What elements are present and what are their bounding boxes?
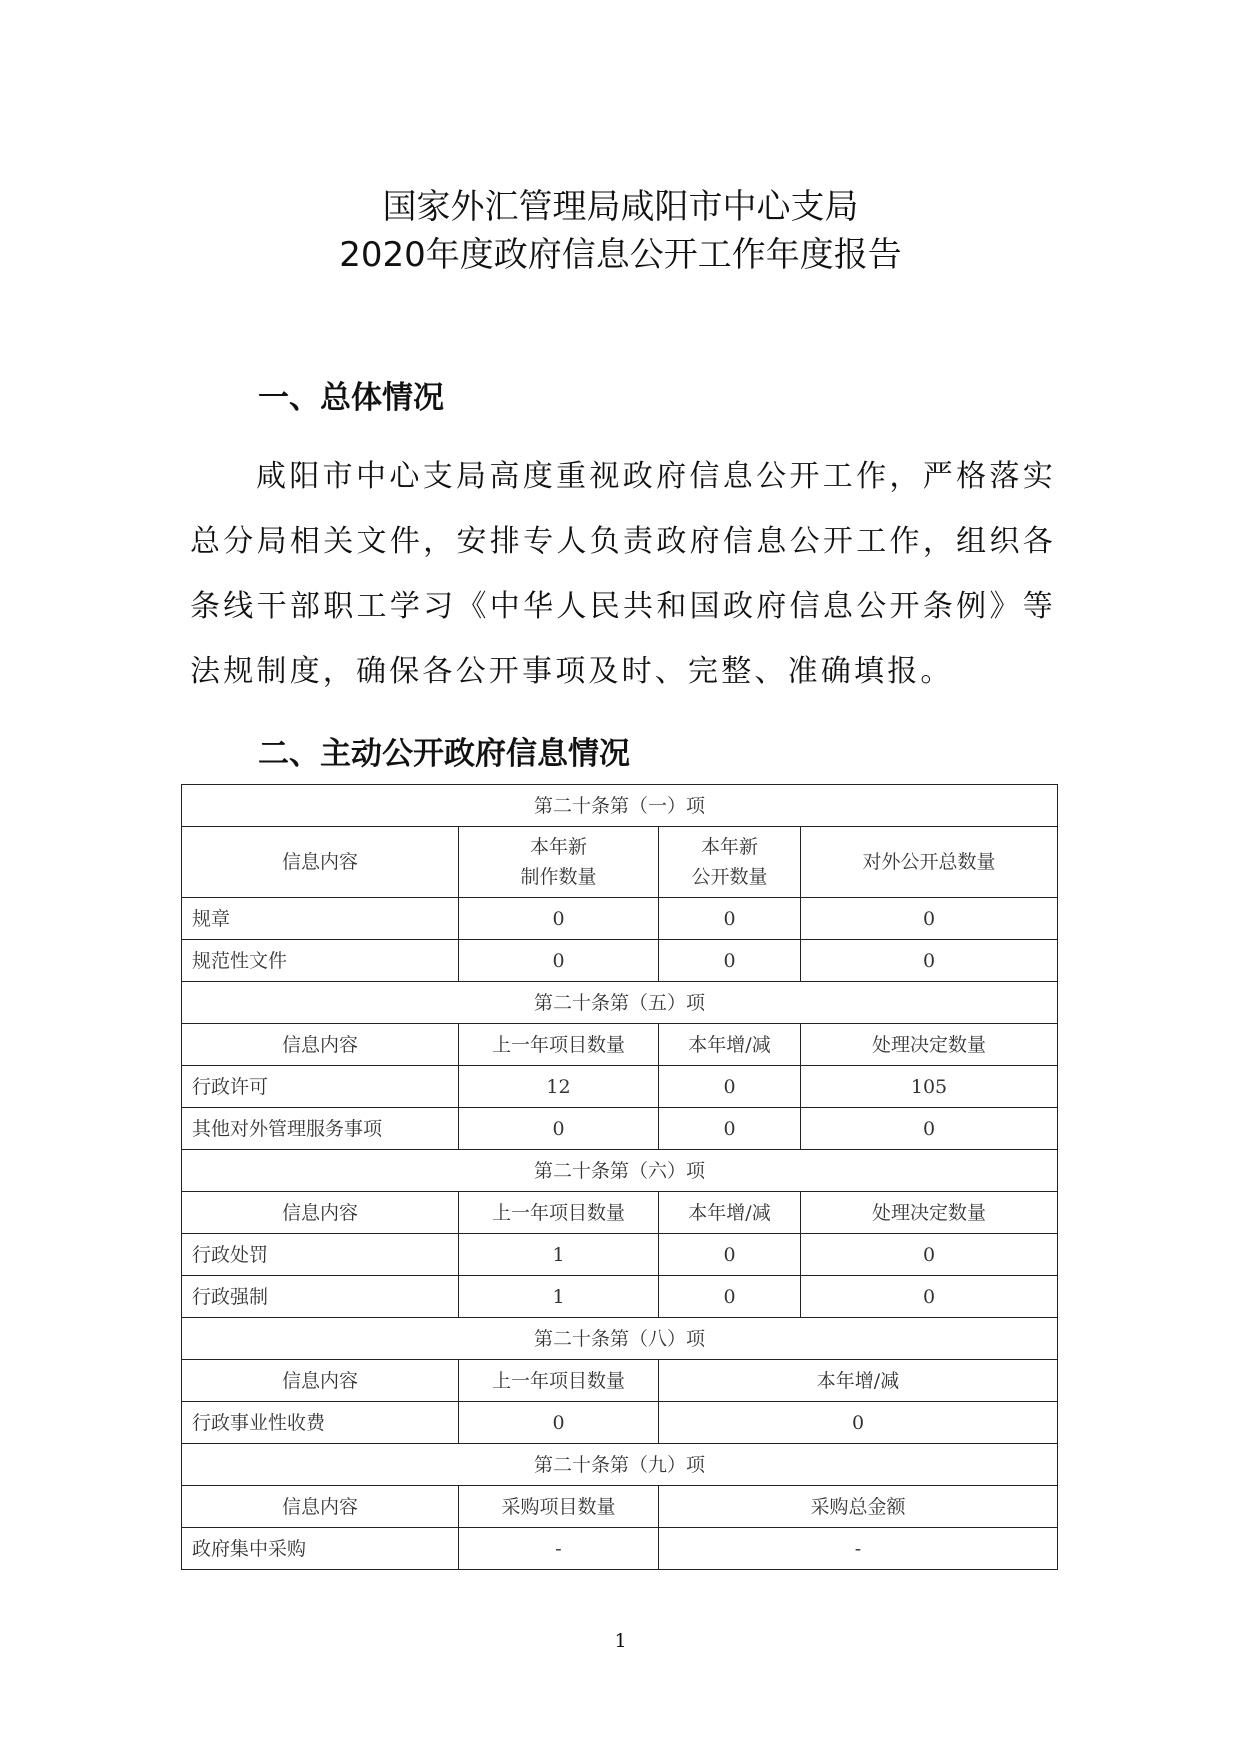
section-title: 第二十条第（一）项 bbox=[182, 785, 1058, 827]
header-cell: 处理决定数量 bbox=[801, 1024, 1058, 1066]
table-row bbox=[182, 1234, 1058, 1276]
row-label: 行政许可 bbox=[182, 1066, 459, 1108]
header-line: 制作数量 bbox=[520, 866, 597, 888]
cell: 105 bbox=[801, 1066, 1058, 1108]
row-label: 行政强制 bbox=[182, 1276, 459, 1318]
section-title: 第二十条第（五）项 bbox=[182, 982, 1058, 1024]
header-row bbox=[182, 1360, 1058, 1402]
doc-title-line1: 国家外汇管理局咸阳市中心支局 bbox=[382, 187, 859, 227]
table-row bbox=[182, 1066, 1058, 1108]
section-row bbox=[182, 1318, 1058, 1360]
cell: - bbox=[659, 1528, 1058, 1570]
cell: 0 bbox=[659, 1234, 801, 1276]
header-row bbox=[182, 827, 1058, 898]
cell: 12 bbox=[459, 1066, 659, 1108]
section1-paragraph bbox=[190, 444, 1056, 704]
header-cell: 本年增/减 bbox=[659, 1360, 1058, 1402]
header-cell: 信息内容 bbox=[182, 1192, 459, 1234]
cell: 0 bbox=[659, 1108, 801, 1150]
section-row bbox=[182, 785, 1058, 827]
header-cell: 上一年项目数量 bbox=[459, 1360, 659, 1402]
header-row bbox=[182, 1024, 1058, 1066]
row-label: 规章 bbox=[182, 898, 459, 940]
table-row bbox=[182, 1402, 1058, 1444]
cell: 0 bbox=[659, 1402, 1058, 1444]
row-label: 规范性文件 bbox=[182, 940, 459, 982]
cell: - bbox=[459, 1528, 659, 1570]
header-cell: 对外公开总数量 bbox=[801, 827, 1058, 898]
section2-heading: 二、主动公开政府信息情况 bbox=[258, 736, 630, 772]
table-row bbox=[182, 1108, 1058, 1150]
row-label: 政府集中采购 bbox=[182, 1528, 459, 1570]
header-cell: 信息内容 bbox=[182, 1024, 459, 1066]
header-line: 公开数量 bbox=[691, 866, 768, 888]
table-row bbox=[182, 940, 1058, 982]
header-cell: 本年增/减 bbox=[659, 1024, 801, 1066]
header-cell: 本年增/减 bbox=[659, 1192, 801, 1234]
cell: 0 bbox=[801, 898, 1058, 940]
header-cell: 信息内容 bbox=[182, 827, 459, 898]
section-row bbox=[182, 1150, 1058, 1192]
section-row bbox=[182, 1444, 1058, 1486]
cell: 0 bbox=[459, 1108, 659, 1150]
header-cell bbox=[659, 827, 801, 898]
cell: 0 bbox=[659, 940, 801, 982]
header-cell: 上一年项目数量 bbox=[459, 1192, 659, 1234]
header-cell: 处理决定数量 bbox=[801, 1192, 1058, 1234]
header-line: 本年新 bbox=[529, 836, 587, 858]
cell: 0 bbox=[459, 940, 659, 982]
row-label: 行政事业性收费 bbox=[182, 1402, 459, 1444]
table-row bbox=[182, 1528, 1058, 1570]
section-title: 第二十条第（九）项 bbox=[182, 1444, 1058, 1486]
section-row bbox=[182, 982, 1058, 1024]
cell: 0 bbox=[801, 940, 1058, 982]
doc-title-line2: 2020年度政府信息公开工作年度报告 bbox=[339, 235, 902, 275]
row-label: 其他对外管理服务事项 bbox=[182, 1108, 459, 1150]
section1-heading: 一、总体情况 bbox=[258, 380, 444, 416]
page-number: 1 bbox=[614, 1630, 627, 1652]
cell: 0 bbox=[659, 898, 801, 940]
header-cell: 采购总金额 bbox=[659, 1486, 1058, 1528]
cell: 0 bbox=[459, 1402, 659, 1444]
section-title: 第二十条第（六）项 bbox=[182, 1150, 1058, 1192]
cell: 0 bbox=[659, 1276, 801, 1318]
header-cell: 信息内容 bbox=[182, 1486, 459, 1528]
header-line: 本年新 bbox=[700, 836, 758, 858]
paragraph-text: 咸阳市中心支局高度重视政府信息公开工作，严格落实总分局相关文件，安排专人负责政府信息公开工作，组织各条线干部职工学习《中华人民共和国政府信息公开条例》等法规制度，确保各公开事项及时、完整、准确填报。 bbox=[190, 459, 1056, 689]
cell: 0 bbox=[659, 1066, 801, 1108]
header-row bbox=[182, 1486, 1058, 1528]
cell: 0 bbox=[801, 1234, 1058, 1276]
cell: 1 bbox=[459, 1276, 659, 1318]
header-cell bbox=[459, 827, 659, 898]
table-row bbox=[182, 1276, 1058, 1318]
table-row bbox=[182, 898, 1058, 940]
row-label: 行政处罚 bbox=[182, 1234, 459, 1276]
header-cell: 上一年项目数量 bbox=[459, 1024, 659, 1066]
section-title: 第二十条第（八）项 bbox=[182, 1318, 1058, 1360]
header-row bbox=[182, 1192, 1058, 1234]
header-cell: 信息内容 bbox=[182, 1360, 459, 1402]
cell: 0 bbox=[459, 898, 659, 940]
disclosure-table bbox=[181, 784, 1058, 1570]
cell: 1 bbox=[459, 1234, 659, 1276]
cell: 0 bbox=[801, 1276, 1058, 1318]
header-cell: 采购项目数量 bbox=[459, 1486, 659, 1528]
cell: 0 bbox=[801, 1108, 1058, 1150]
